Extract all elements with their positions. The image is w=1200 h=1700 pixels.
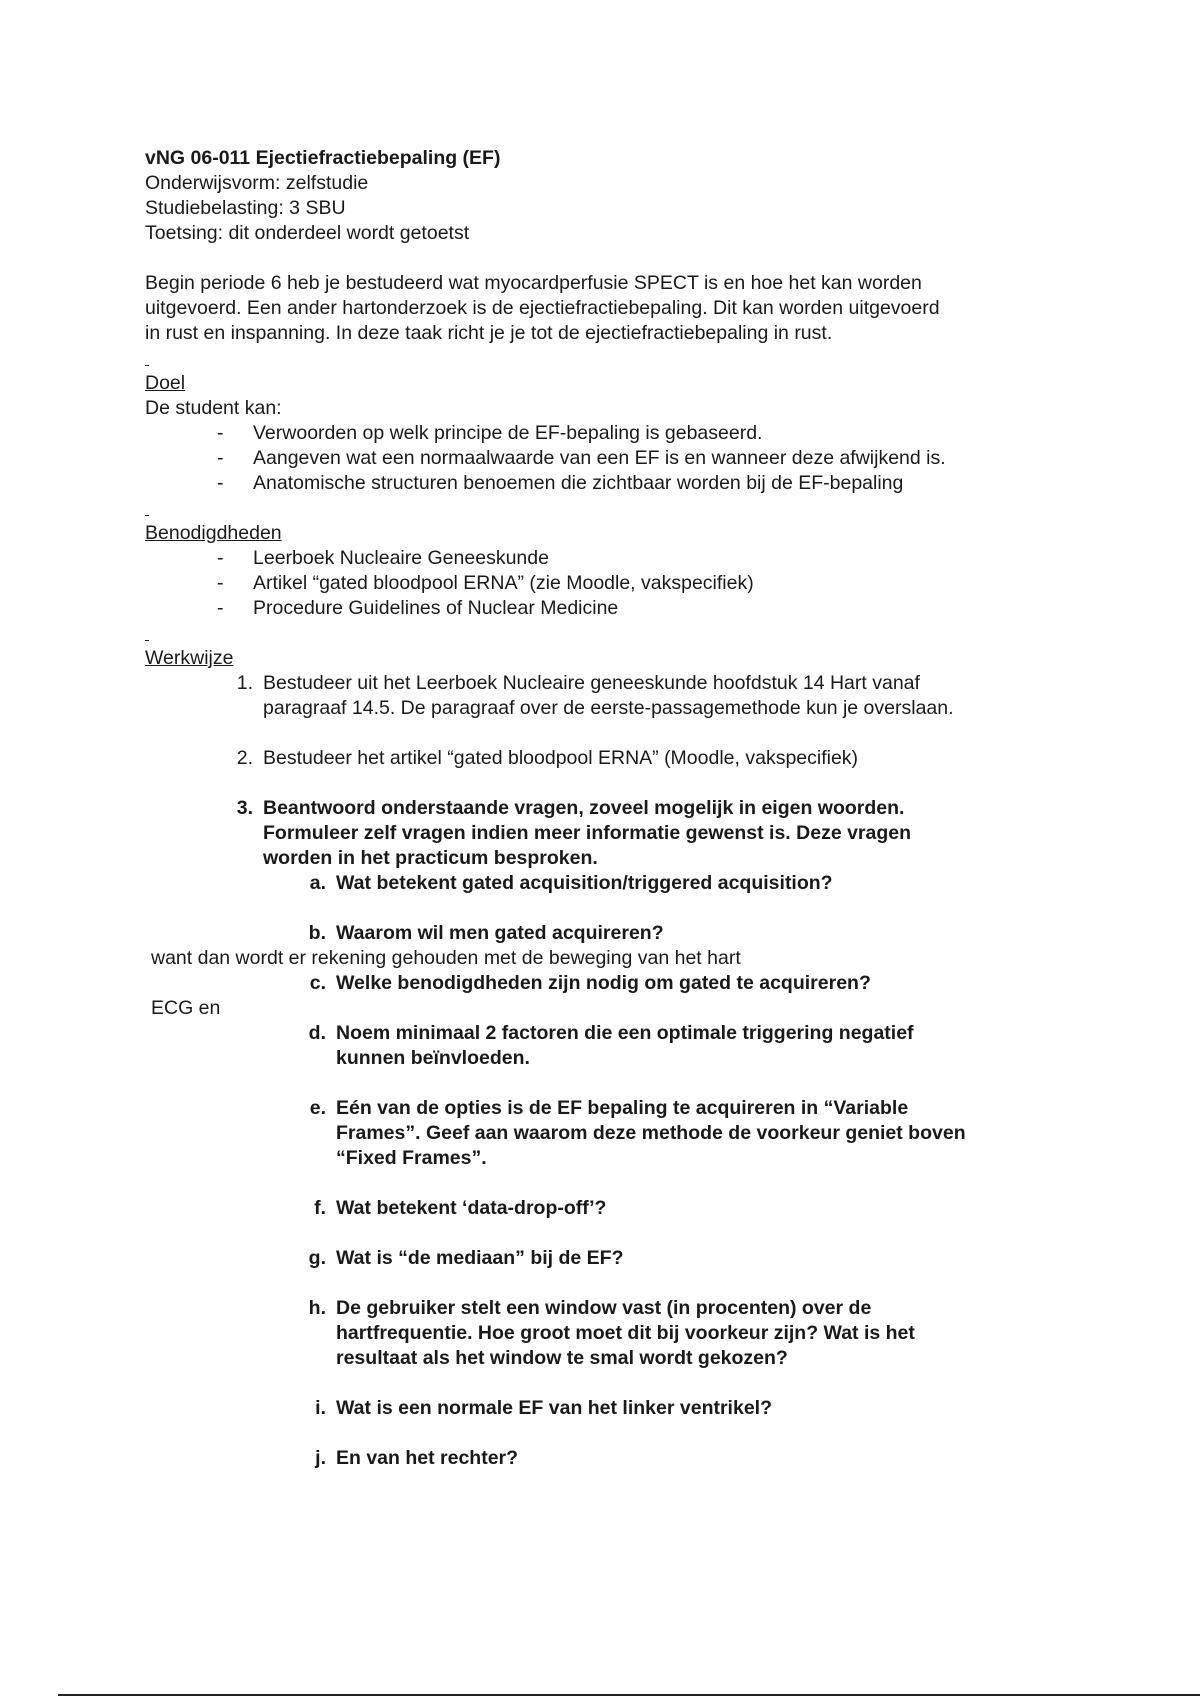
list-item: - Artikel “gated bloodpool ERNA” (zie Moodle, vakspecifiek) bbox=[217, 572, 754, 594]
intro-line: in rust en inspanning. In deze taak richt je je tot de ejectiefractiebepaling in rust. bbox=[145, 322, 833, 344]
footer-rule bbox=[58, 1694, 1200, 1696]
list-item: - Aangeven wat een normaalwaarde van een EF is en wanneer deze afwijkend is. bbox=[217, 447, 946, 469]
step-1: 1. Bestudeer uit het Leerboek Nucleaire geneeskunde hoofdstuk 14 Hart vanaf paragraaf 14.5. De paragraaf over de eerste-passagemethode kun je overslaan. bbox=[236, 672, 954, 719]
intro-line: uitgevoerd. Een ander hartonderzoek is de ejectiefractiebepaling. Dit kan worden uitgevoerd bbox=[145, 297, 940, 319]
step-3: 3. Beantwoord onderstaande vragen, zoveel mogelijk in eigen woorden. Formuleer zelf vragen indien meer informatie gewenst is. Deze vragen worden in het practicum besproken. bbox=[236, 797, 912, 869]
heading-werkwijze: Werkwijze bbox=[145, 647, 234, 669]
list-item: - Verwoorden op welk principe de EF-bepaling is gebaseerd. bbox=[217, 422, 763, 444]
question-b: b. Waarom wil men gated acquireren? bbox=[308, 922, 664, 944]
question-a: a. Wat betekent gated acquisition/triggered acquisition? bbox=[309, 872, 833, 894]
document-title: vNG 06-011 Ejectiefractiebepaling (EF) bbox=[145, 147, 501, 169]
meta-studiebelasting: Studiebelasting: 3 SBU bbox=[145, 197, 346, 219]
answer-c: ECG en bbox=[151, 997, 221, 1019]
question-c: c. Welke benodigdheden zijn nodig om gated te acquireren? bbox=[309, 972, 871, 994]
section-benodigdheden bbox=[145, 521, 1065, 621]
list-item: - Anatomische structuren benoemen die zichtbaar worden bij de EF-bepaling bbox=[217, 472, 904, 494]
intro-paragraph bbox=[145, 271, 1065, 346]
step-2: 2. Bestudeer het artikel “gated bloodpool ERNA” (Moodle, vakspecifiek) bbox=[236, 747, 859, 769]
question-i: i. Wat is een normale EF van het linker ventrikel? bbox=[315, 1397, 772, 1419]
question-e: e. Eén van de opties is de EF bepaling te acquireren in “Variable Frames”. Geef aan waarom deze methode de voorkeur geniet boven “Fixed Frames”. bbox=[309, 1097, 966, 1169]
answer-b: want dan wordt er rekening gehouden met de beweging van het hart bbox=[151, 947, 741, 969]
list-item: - Leerboek Nucleaire Geneeskunde bbox=[217, 547, 549, 569]
question-j: j. En van het rechter? bbox=[315, 1447, 519, 1469]
section-doel bbox=[145, 371, 1065, 496]
meta-onderwijsvorm: Onderwijsvorm: zelfstudie bbox=[145, 172, 369, 194]
meta-toetsing: Toetsing: dit onderdeel wordt getoetst bbox=[145, 222, 470, 244]
doel-lead: De student kan: bbox=[145, 397, 282, 419]
document-page bbox=[145, 146, 1065, 1471]
question-g: g. Wat is “de mediaan” bij de EF? bbox=[308, 1247, 624, 1269]
question-d: d. Noem minimaal 2 factoren die een optimale triggering negatief kunnen beïnvloeden. bbox=[308, 1022, 914, 1069]
heading-benodigdheden: Benodigdheden bbox=[145, 522, 282, 544]
section-werkwijze bbox=[145, 646, 1065, 1471]
question-h: h. De gebruiker stelt een window vast (in procenten) over de hartfrequentie. Hoe groot moet dit bij voorkeur zijn? Wat is het resultaat als het window te smal wordt gekozen? bbox=[308, 1297, 915, 1369]
intro-line: Begin periode 6 heb je bestudeerd wat myocardperfusie SPECT is en hoe het kan worden bbox=[145, 272, 922, 294]
question-f: f. Wat betekent ‘data-drop-off’? bbox=[314, 1197, 607, 1219]
heading-doel: Doel bbox=[145, 372, 186, 394]
list-item: - Procedure Guidelines of Nuclear Medicine bbox=[217, 597, 619, 619]
